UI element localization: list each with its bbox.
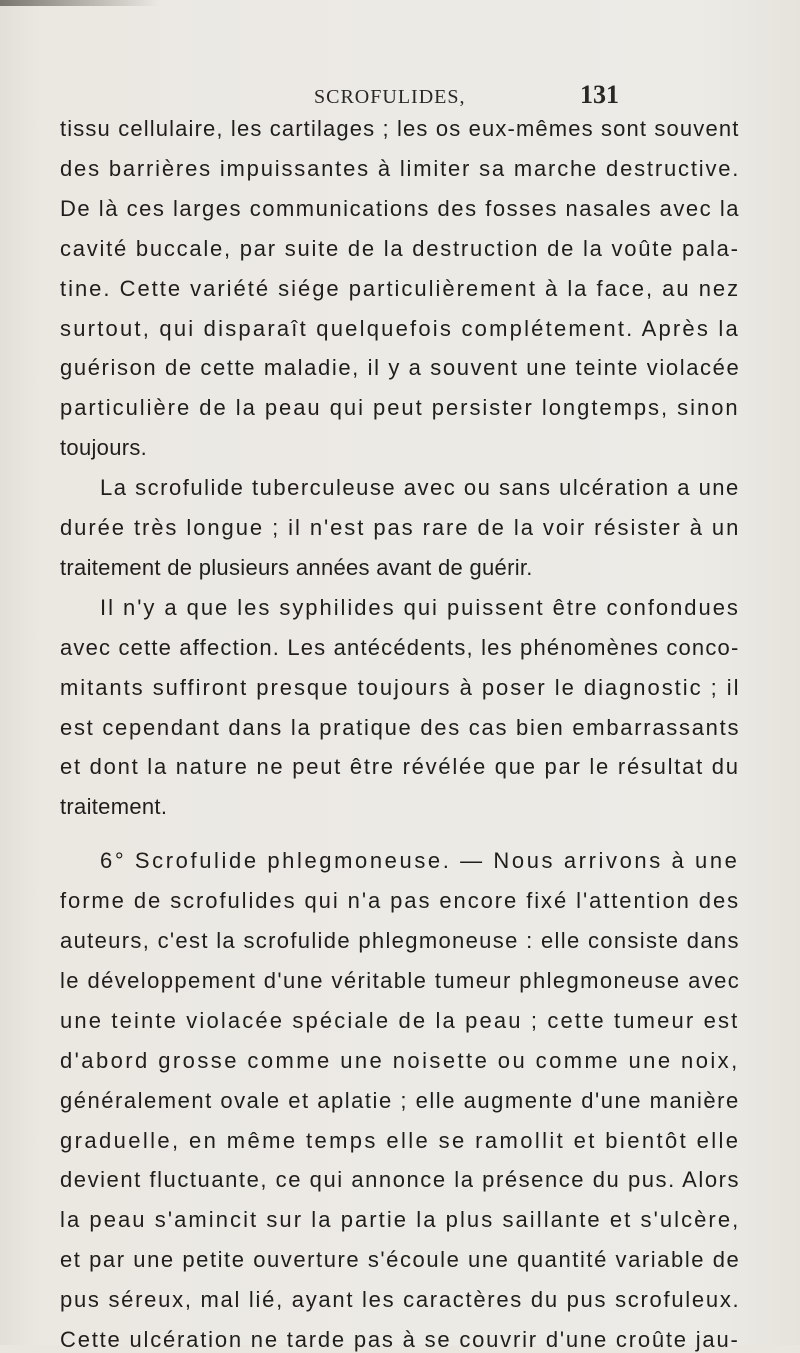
text-line: forme de scrofulides qui n'a pas encore fixé l'attention des xyxy=(60,888,741,914)
page-number: 131 xyxy=(580,80,619,109)
text-line: toujours. xyxy=(60,435,148,461)
text-line: surtout, qui disparaît quelquefois complétement. Après la xyxy=(60,315,740,341)
text-line: De là ces larges communications des fosses nasales avec la xyxy=(60,195,741,221)
text-line: tissu cellulaire, les cartilages ; les os eux-mêmes sont souvent xyxy=(60,116,740,141)
text-line: et dont la nature ne peut être révélée que par le résultat du xyxy=(60,754,740,780)
text-line: pus séreux, mal lié, ayant les caractères du pus scrofuleux. xyxy=(60,1287,741,1313)
text-line: mitants suffiront presque toujours à poser le diagnostic ; il xyxy=(60,674,741,700)
text-line: guérison de cette maladie, il y a souvent une teinte violacée xyxy=(60,355,741,381)
section-heading-line: 6° Scrofulide phlegmoneuse. — Nous arrivons à une xyxy=(100,848,740,874)
text-line: particulière de la peau qui peut persister longtemps, sinon xyxy=(60,395,740,421)
text-line: et par une petite ouverture s'écoule une quantité variable de xyxy=(60,1247,741,1273)
text-line: devient fluctuante, ce qui annonce la présence du pus. Alors xyxy=(60,1167,741,1193)
text-line: Il n'y a que les syphilides qui puissent être confondues xyxy=(100,594,740,620)
text-line: tine. Cette variété siége particulièrement à la face, au nez xyxy=(60,275,741,301)
text-line: la peau s'amincit sur la partie la plus saillante et s'ulcère, xyxy=(60,1207,741,1233)
running-title: SCROFULIDES, xyxy=(314,86,466,108)
text-line: généralement ovale et aplatie ; elle augmente d'une manière xyxy=(60,1087,740,1113)
text-line: auteurs, c'est la scrofulide phlegmoneuse : elle consiste dans xyxy=(60,928,740,953)
text-line: cavité buccale, par suite de la destruction de la voûte pala- xyxy=(60,235,740,261)
text-line: une teinte violacée spéciale de la peau ; cette tumeur est xyxy=(60,1007,740,1033)
text-line: est cependant dans la pratique des cas bien embarrassants xyxy=(60,714,741,740)
text-line: traitement. xyxy=(60,794,168,820)
text-line: des barrières impuissantes à limiter sa marche destructive. xyxy=(60,155,741,181)
text-line: La scrofulide tuberculeuse avec ou sans ulcération a une xyxy=(100,475,740,501)
text-line: avec cette affection. Les antécédents, les phénomènes conco- xyxy=(60,634,740,660)
text-line: d'abord grosse comme une noisette ou comme une noix, xyxy=(60,1047,740,1073)
text-line: Cette ulcération ne tarde pas à se couvrir d'une croûte jau- xyxy=(60,1327,740,1352)
text-line: durée très longue ; il n'est pas rare de la voir résister à un xyxy=(60,515,741,540)
text-line: traitement de plusieurs années avant de guérir. xyxy=(60,554,533,580)
text-line: le développement d'une véritable tumeur phlegmoneuse avec xyxy=(60,967,741,993)
page-edge-shadow xyxy=(0,0,160,6)
text-line: graduelle, en même temps elle se ramollit et bientôt elle xyxy=(60,1127,741,1153)
